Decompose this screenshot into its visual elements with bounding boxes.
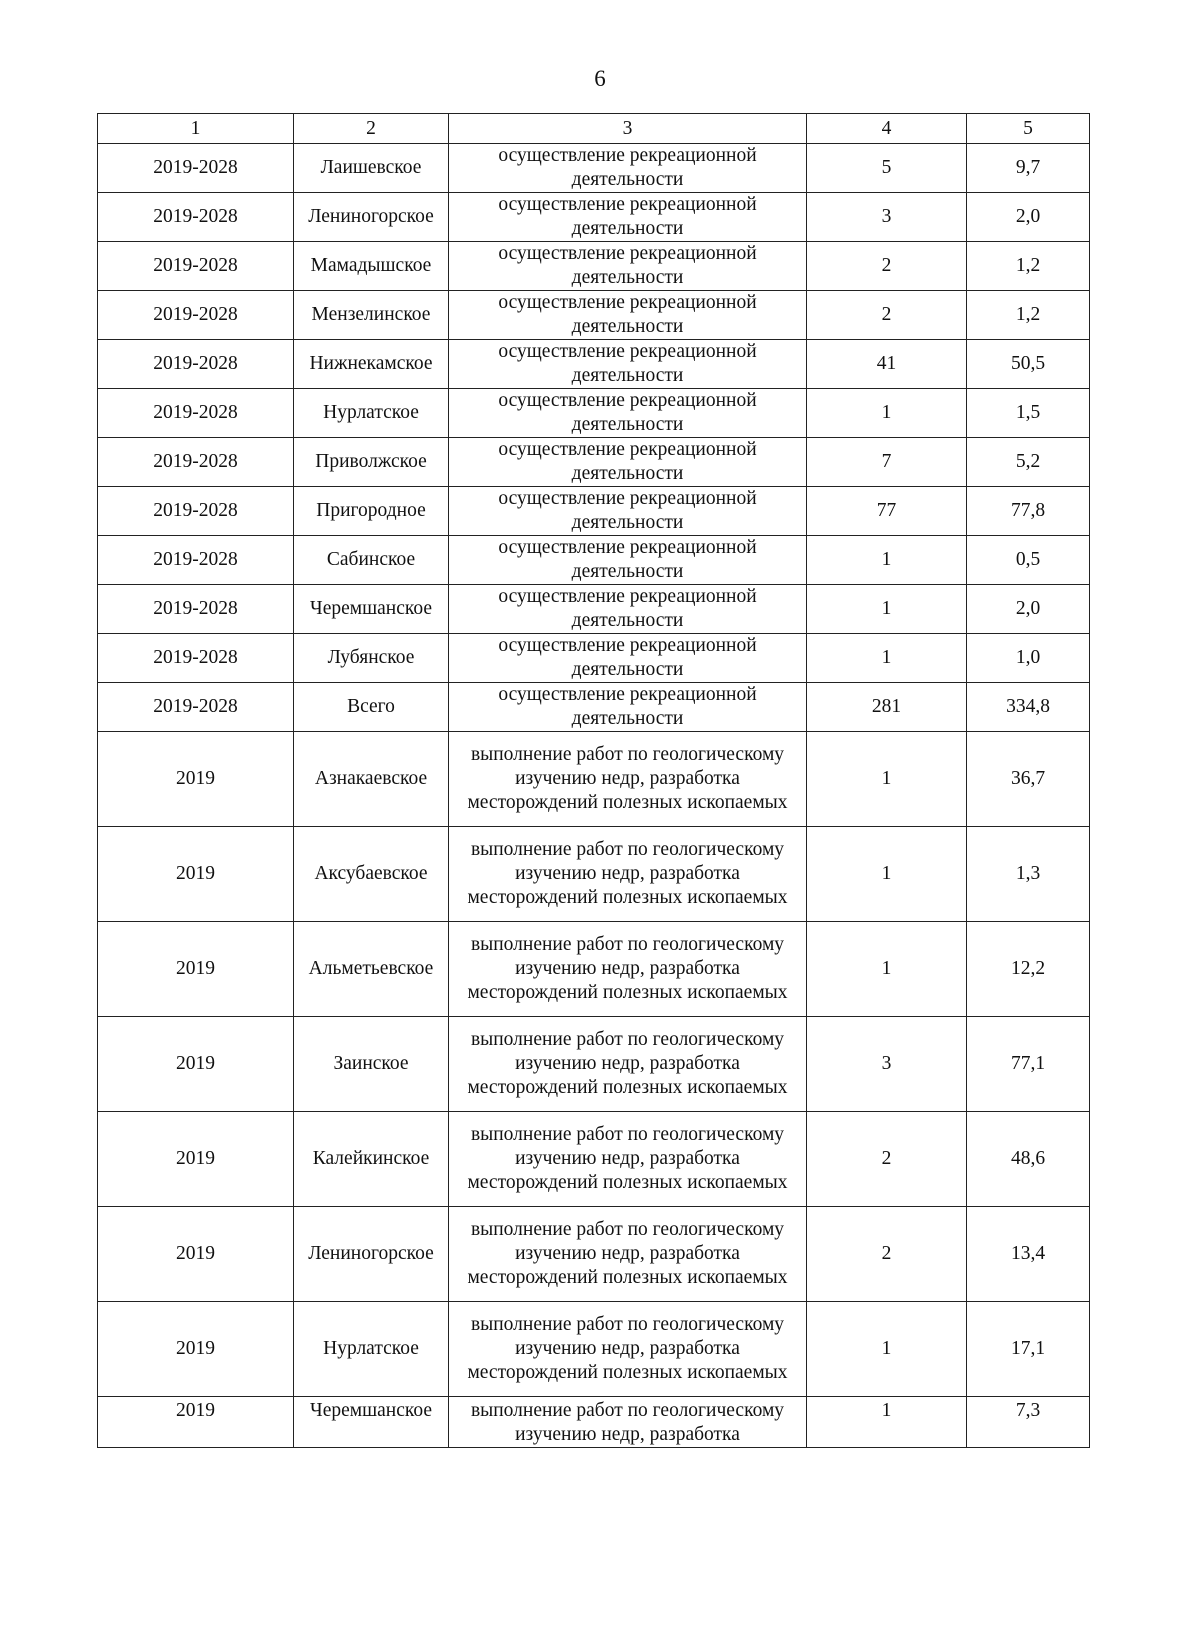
count-cell: 7	[807, 438, 967, 487]
period-cell: 2019	[98, 922, 294, 1017]
column-header: 3	[449, 114, 807, 144]
purpose-cell: осуществление рекреационной деятельности	[449, 389, 807, 438]
purpose-cell: осуществление рекреационной деятельности	[449, 536, 807, 585]
table-row	[98, 1302, 1090, 1397]
table-row	[98, 1017, 1090, 1112]
area-cell: 1,2	[967, 291, 1090, 340]
data-table	[97, 113, 1090, 1448]
forestry-cell: Нижнекамское	[294, 340, 449, 389]
column-header: 1	[98, 114, 294, 144]
purpose-cell: осуществление рекреационной деятельности	[449, 585, 807, 634]
purpose-cell: выполнение работ по геологическому изучению недр, разработка месторождений полезных ископаемых	[449, 922, 807, 1017]
purpose-cell: осуществление рекреационной деятельности	[449, 193, 807, 242]
area-cell: 1,0	[967, 634, 1090, 683]
count-cell: 3	[807, 1017, 967, 1112]
forestry-cell: Нурлатское	[294, 389, 449, 438]
area-cell: 13,4	[967, 1207, 1090, 1302]
count-cell: 1	[807, 536, 967, 585]
count-cell: 5	[807, 144, 967, 193]
period-cell: 2019	[98, 732, 294, 827]
count-cell: 1	[807, 1302, 967, 1397]
period-cell: 2019-2028	[98, 144, 294, 193]
forestry-cell: Мензелинское	[294, 291, 449, 340]
purpose-cell: выполнение работ по геологическому изучению недр, разработка месторождений полезных ископаемых	[449, 732, 807, 827]
page-number: 6	[594, 66, 606, 91]
count-cell: 2	[807, 242, 967, 291]
count-cell: 1	[807, 827, 967, 922]
purpose-cell: осуществление рекреационной деятельности	[449, 683, 807, 732]
table-row	[98, 291, 1090, 340]
table-row	[98, 683, 1090, 732]
count-cell: 3	[807, 193, 967, 242]
area-cell: 1,3	[967, 827, 1090, 922]
purpose-cell: осуществление рекреационной деятельности	[449, 634, 807, 683]
period-cell: 2019-2028	[98, 193, 294, 242]
period-cell: 2019	[98, 1017, 294, 1112]
area-cell: 2,0	[967, 193, 1090, 242]
forestry-cell: Мамадышское	[294, 242, 449, 291]
period-cell: 2019-2028	[98, 585, 294, 634]
forestry-cell: Всего	[294, 683, 449, 732]
purpose-cell: выполнение работ по геологическому изучению недр, разработка месторождений полезных ископаемых	[449, 1017, 807, 1112]
area-cell: 77,8	[967, 487, 1090, 536]
period-cell: 2019-2028	[98, 242, 294, 291]
table-row	[98, 487, 1090, 536]
area-cell: 77,1	[967, 1017, 1090, 1112]
table-row	[98, 536, 1090, 585]
purpose-cell: осуществление рекреационной деятельности	[449, 291, 807, 340]
count-cell: 2	[807, 291, 967, 340]
forestry-cell: Лаишевское	[294, 144, 449, 193]
period-cell: 2019	[98, 1112, 294, 1207]
forestry-cell: Приволжское	[294, 438, 449, 487]
forestry-cell: Пригородное	[294, 487, 449, 536]
purpose-cell: выполнение работ по геологическому изучению недр, разработка месторождений полезных ископаемых	[449, 1302, 807, 1397]
purpose-cell: выполнение работ по геологическому изучению недр, разработка	[449, 1397, 807, 1448]
count-cell: 1	[807, 634, 967, 683]
forestry-cell: Калейкинское	[294, 1112, 449, 1207]
count-cell: 2	[807, 1112, 967, 1207]
area-cell: 334,8	[967, 683, 1090, 732]
count-cell: 1	[807, 1397, 967, 1448]
forestry-cell: Лениногорское	[294, 1207, 449, 1302]
table-row	[98, 922, 1090, 1017]
count-cell: 41	[807, 340, 967, 389]
period-cell: 2019	[98, 1302, 294, 1397]
forestry-cell: Аксубаевское	[294, 827, 449, 922]
table-row	[98, 1112, 1090, 1207]
period-cell: 2019	[98, 1397, 294, 1448]
table-row	[98, 438, 1090, 487]
purpose-cell: выполнение работ по геологическому изучению недр, разработка месторождений полезных ископаемых	[449, 827, 807, 922]
table-header-row	[98, 114, 1090, 144]
area-cell: 12,2	[967, 922, 1090, 1017]
period-cell: 2019-2028	[98, 634, 294, 683]
count-cell: 1	[807, 732, 967, 827]
table-row	[98, 242, 1090, 291]
count-cell: 77	[807, 487, 967, 536]
table-row	[98, 1207, 1090, 1302]
period-cell: 2019	[98, 827, 294, 922]
forestry-cell: Нурлатское	[294, 1302, 449, 1397]
column-header: 5	[967, 114, 1090, 144]
period-cell: 2019-2028	[98, 683, 294, 732]
area-cell: 5,2	[967, 438, 1090, 487]
forestry-cell: Альметьевское	[294, 922, 449, 1017]
table-row	[98, 389, 1090, 438]
table-row	[98, 1397, 1090, 1448]
area-cell: 36,7	[967, 732, 1090, 827]
table-row	[98, 827, 1090, 922]
area-cell: 9,7	[967, 144, 1090, 193]
count-cell: 1	[807, 389, 967, 438]
area-cell: 50,5	[967, 340, 1090, 389]
forestry-cell: Черемшанское	[294, 585, 449, 634]
purpose-cell: осуществление рекреационной деятельности	[449, 144, 807, 193]
count-cell: 1	[807, 922, 967, 1017]
count-cell: 1	[807, 585, 967, 634]
forestry-cell: Черемшанское	[294, 1397, 449, 1448]
table-row	[98, 634, 1090, 683]
table-body	[98, 114, 1090, 1448]
forestry-cell: Азнакаевское	[294, 732, 449, 827]
column-header: 2	[294, 114, 449, 144]
forestry-cell: Лениногорское	[294, 193, 449, 242]
column-header: 4	[807, 114, 967, 144]
forestry-cell: Лубянское	[294, 634, 449, 683]
table-row	[98, 585, 1090, 634]
purpose-cell: осуществление рекреационной деятельности	[449, 242, 807, 291]
count-cell: 2	[807, 1207, 967, 1302]
area-cell: 1,2	[967, 242, 1090, 291]
forestry-cell: Заинское	[294, 1017, 449, 1112]
purpose-cell: выполнение работ по геологическому изучению недр, разработка месторождений полезных ископаемых	[449, 1207, 807, 1302]
forestry-cell: Сабинское	[294, 536, 449, 585]
period-cell: 2019-2028	[98, 389, 294, 438]
table-row	[98, 340, 1090, 389]
purpose-cell: осуществление рекреационной деятельности	[449, 487, 807, 536]
purpose-cell: осуществление рекреационной деятельности	[449, 340, 807, 389]
area-cell: 1,5	[967, 389, 1090, 438]
period-cell: 2019	[98, 1207, 294, 1302]
area-cell: 7,3	[967, 1397, 1090, 1448]
table-row	[98, 144, 1090, 193]
count-cell: 281	[807, 683, 967, 732]
period-cell: 2019-2028	[98, 536, 294, 585]
period-cell: 2019-2028	[98, 340, 294, 389]
period-cell: 2019-2028	[98, 487, 294, 536]
period-cell: 2019-2028	[98, 291, 294, 340]
area-cell: 48,6	[967, 1112, 1090, 1207]
area-cell: 2,0	[967, 585, 1090, 634]
purpose-cell: выполнение работ по геологическому изучению недр, разработка месторождений полезных ископаемых	[449, 1112, 807, 1207]
area-cell: 17,1	[967, 1302, 1090, 1397]
area-cell: 0,5	[967, 536, 1090, 585]
purpose-cell: осуществление рекреационной деятельности	[449, 438, 807, 487]
table-row	[98, 193, 1090, 242]
period-cell: 2019-2028	[98, 438, 294, 487]
table-row	[98, 732, 1090, 827]
